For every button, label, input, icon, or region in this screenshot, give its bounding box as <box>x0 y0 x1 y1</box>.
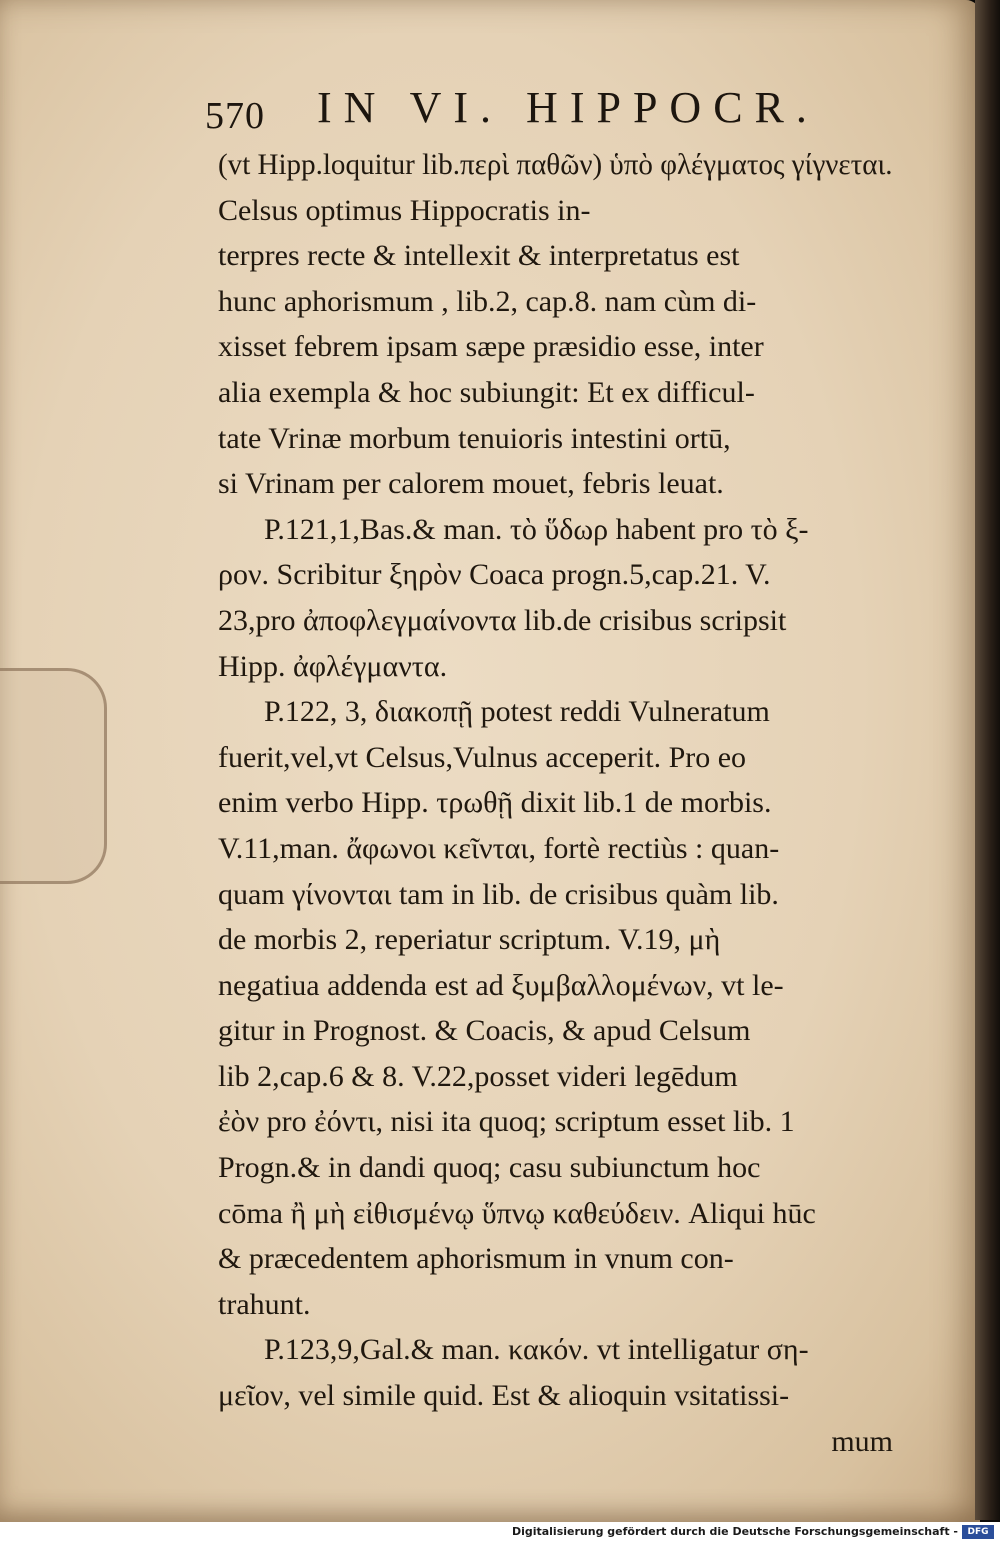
book-edge <box>975 0 1000 1520</box>
page-clasp-shadow <box>0 668 107 884</box>
text-line: Hipp. ἀφλέγμαντα. <box>218 649 448 683</box>
text-line: enim verbo Hipp. τρωθῇ dixit lib.1 de morbis. <box>218 786 772 820</box>
footer-bar <box>0 1522 1000 1543</box>
page-header <box>205 82 819 138</box>
running-head: IN VI. HIPPOCR. <box>317 83 819 132</box>
text-line: Celsus optimus Hippocratis in- <box>218 193 591 227</box>
text-line: P.122, 3, διακοπῇ potest reddi Vulneratum <box>264 695 770 729</box>
text-line: quam γίνονται tam in lib. de crisibus quàm lib. <box>218 877 779 911</box>
text-line: 23,pro ἀποφλεγμαίνοντα lib.de crisibus scripsit <box>218 603 787 637</box>
page-number: 570 <box>205 95 265 137</box>
funding-credit: Digitalisierung gefördert durch die Deutsche Forschungsgemeinschaft - <box>511 1525 958 1538</box>
text-line: de morbis 2, reperiatur scriptum. V.19, μὴ <box>218 923 721 957</box>
text-line: trahunt. <box>218 1287 311 1321</box>
text-line: hunc aphorismum , lib.2, cap.8. nam cùm di- <box>218 284 757 318</box>
text-line: xisset febrem ipsam sæpe præsidio esse, inter <box>218 330 764 364</box>
text-line: gitur in Prognost. & Coacis, & apud Celsum <box>218 1014 751 1048</box>
dfg-logo-icon: DFG <box>962 1525 994 1539</box>
text-line: ρον. Scribitur ξηρὸν Coaca progn.5,cap.21. V. <box>218 558 771 592</box>
text-line: cōma ἢ μὴ εἰθισμένῳ ὕπνῳ καθεύδειν. Aliqui hūc <box>218 1196 816 1230</box>
text-line: terpres recte & intellexit & interpretatus est <box>218 239 740 273</box>
text-line: si Vrinam per calorem mouet, febris leuat. <box>218 467 724 501</box>
text-line: (vt Hipp.loquitur lib.περὶ παθῶν) ὑπὸ φλέγματος γίγνεται. <box>218 148 893 181</box>
text-line: P.121,1,Bas.& man. τὸ ὕδωρ habent pro τὸ ξ- <box>264 512 809 546</box>
text-line: ἐὸν pro ἐόντι, nisi ita quoq; scriptum esset lib. 1 <box>218 1105 795 1139</box>
text-line: negatiua addenda est ad ξυμβαλλομένων, vt le- <box>218 968 784 1002</box>
text-line: lib 2,cap.6 & 8. V.22,posset videri legēdum <box>218 1059 738 1093</box>
text-line: tate Vrinæ morbum tenuioris intestini ortū, <box>218 421 731 455</box>
text-line: alia exempla & hoc subiungit: Et ex difficul- <box>218 375 755 409</box>
text-line: V.11,man. ἄφωνοι κεῖνται, fortè rectiùs : quan- <box>218 831 780 865</box>
text-line: & præcedentem aphorismum in vnum con- <box>218 1242 734 1276</box>
body-text <box>218 142 893 1464</box>
text-line: fuerit,vel,vt Celsus,Vulnus acceperit. Pro eo <box>218 740 747 774</box>
catchword: mum <box>831 1424 893 1458</box>
text-line: μεῖον, vel simile quid. Est & alioquin vsitatissi- <box>218 1379 790 1413</box>
text-line: Progn.& in dandi quoq; casu subiunctum hoc <box>218 1151 761 1185</box>
text-line: P.123,9,Gal.& man. κακόν. vt intelligatur ση- <box>264 1333 809 1367</box>
